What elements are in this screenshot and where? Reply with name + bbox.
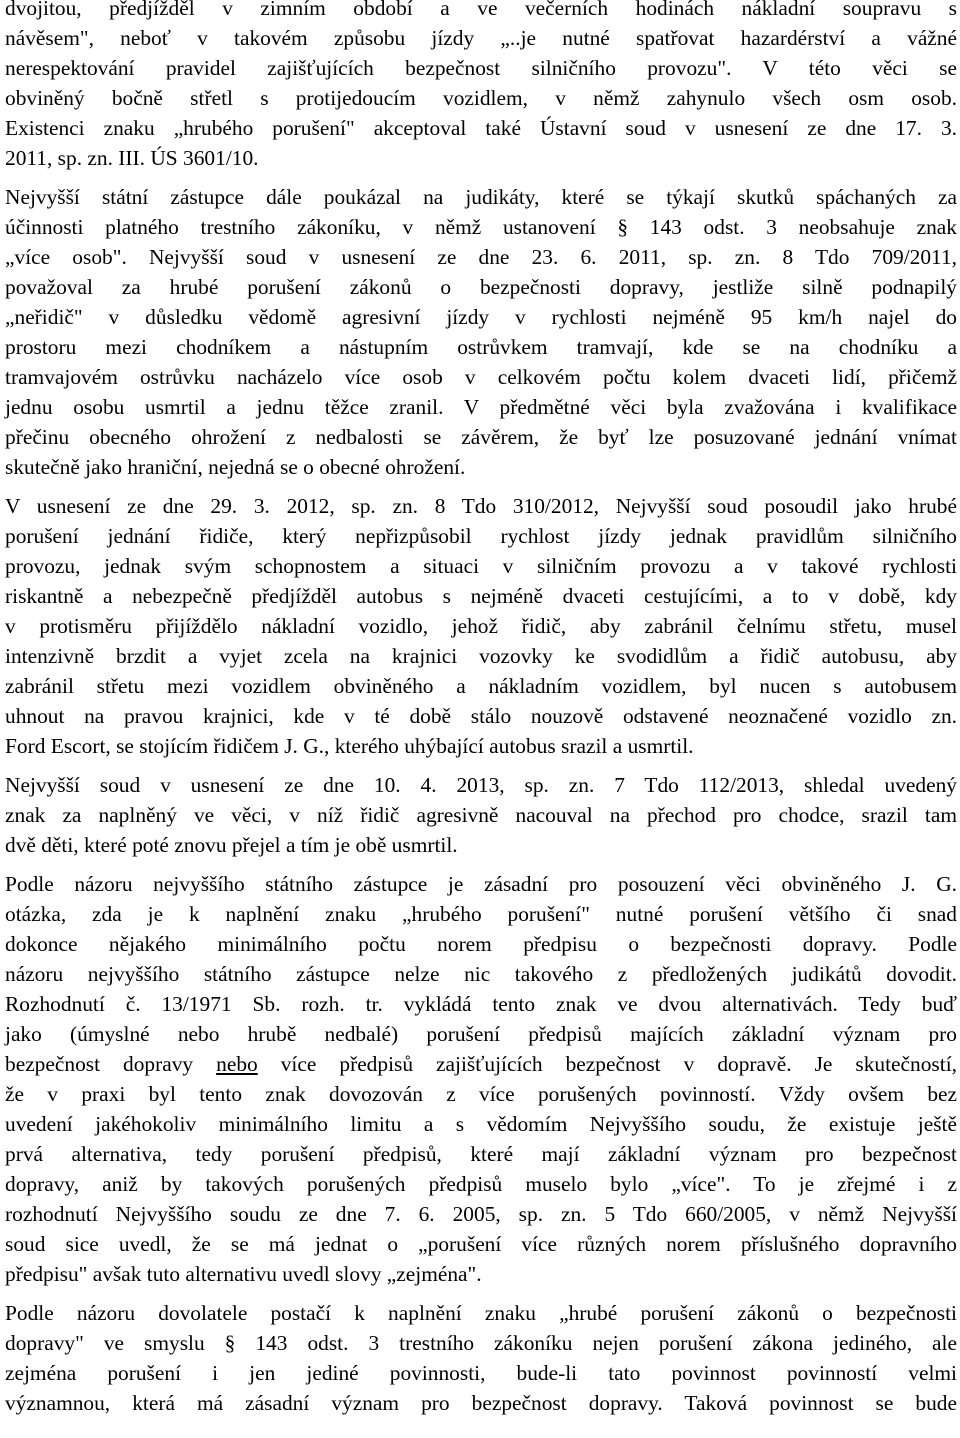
underlined-word: nebo	[216, 1052, 258, 1076]
text-line: Podle názoru dovolatele postačí k naplnění znaku „hrubé porušení zákonů o bezpečnosti	[5, 1301, 957, 1325]
text-line: nerespektování pravidel zajišťujících bezpečnost silničního provozu". V této věci se	[5, 56, 957, 80]
text-line: předpisu" avšak tuto alternativu uvedl slovy „zejména".	[5, 1262, 482, 1286]
text-line: dvojitou, předjížděl v zimním období a ve večerních hodinách nákladní soupravu s	[5, 0, 957, 20]
text-line: soud sice uvedl, že se má jednat o „porušení více různých norem příslušného dopravního	[5, 1232, 957, 1256]
text-line: 2011, sp. zn. III. ÚS 3601/10.	[5, 146, 259, 170]
text-line: prostoru mezi chodníkem a nástupním ostrůvkem tramvají, kde se na chodníku a	[5, 335, 957, 359]
text-line: Existenci znaku „hrubého porušení" akceptoval také Ústavní soud v usnesení ze dne 17. 3.	[5, 116, 957, 140]
text-segment: více předpisů zajišťujících bezpečnost v dopravě. Je skutečností,	[257, 1052, 957, 1076]
text-line: v protisměru přijíždělo nákladní vozidlo, jehož řidič, aby zabránil čelnímu střetu, musel	[5, 614, 957, 638]
text-line: prvá alternativa, tedy porušení předpisů, které mají základní význam pro bezpečnost	[5, 1142, 957, 1166]
text-line: zejména porušení i jen jediné povinnosti, bude-li tato povinnost povinností velmi	[5, 1361, 957, 1385]
text-line: dopravy" ve smyslu § 143 odst. 3 trestního zákoníku nejen porušení zákona jediného, ale	[5, 1331, 957, 1355]
text-line: přečinu obecného ohrožení z nedbalosti se závěrem, že byť lze posuzované jednání vnímat	[5, 425, 957, 449]
text-line: jako (úmyslné nebo hrubě nedbalé) porušení předpisů majících základní význam pro	[5, 1022, 957, 1046]
text-line: „více osob". Nejvyšší soud v usnesení ze dne 23. 6. 2011, sp. zn. 8 Tdo 709/2011,	[5, 245, 957, 269]
text-line: významnou, která má zásadní význam pro bezpečnost dopravy. Taková povinnost se bude	[5, 1391, 957, 1415]
text-line: zabránil střetu mezi vozidlem obviněného a nákladním vozidlem, byl nucen s autobusem	[5, 674, 957, 698]
text-line: provozu, jednak svým schopnostem a situaci v silničním provozu a v takové rychlosti	[5, 554, 957, 578]
text-line: Nejvyšší soud v usnesení ze dne 10. 4. 2013, sp. zn. 7 Tdo 112/2013, shledal uvedený	[5, 773, 957, 797]
text-line: porušení jednání řidiče, který nepřizpůsobil rychlost jízdy jednak pravidlům silničního	[5, 524, 957, 548]
text-line: že v praxi byl tento znak dovozován z více porušených povinností. Vždy ovšem bez	[5, 1082, 957, 1106]
paragraph-5	[5, 869, 957, 1289]
text-line: riskantně a nebezpečně předjížděl autobus s nejméně dvaceti cestujícími, a to v době, kdy	[5, 584, 957, 608]
text-line: návěsem", neboť v takovém způsobu jízdy „..je nutné spatřovat hazardérství a vážné	[5, 26, 957, 50]
text-line: názoru nejvyššího státního zástupce nelze nic takového z předložených judikátů dovodit.	[5, 962, 957, 986]
text-line: tramvajovém ostrůvku nacházelo více osob v celkovém počtu kolem dvaceti lidí, přičemž	[5, 365, 957, 389]
text-line: znak za naplněný ve věci, v níž řidič agresivně nacouval na přechod pro chodce, srazil tam	[5, 803, 957, 827]
text-line: uhnout na pravou krajnici, kde v té době stálo nouzově odstavené neoznačené vozidlo zn.	[5, 704, 957, 728]
text-line: skutečně jako hraniční, nejedná se o obecné ohrožení.	[5, 455, 466, 479]
paragraph-3	[5, 491, 957, 761]
text-line-with-underline	[5, 1049, 957, 1079]
text-line: dopravy, aniž by takových porušených předpisů muselo bylo „více". To je zřejmé i z	[5, 1172, 957, 1196]
text-line: otázka, zda je k naplnění znaku „hrubého porušení" nutné porušení většího či snad	[5, 902, 957, 926]
text-line: obviněný bočně střetl s protijedoucím vozidlem, v němž zahynulo všech osm osob.	[5, 86, 957, 110]
text-line: intenzivně brzdit a vyjet zcela na krajnici vozovky ke svodidlům a řidič autobusu, aby	[5, 644, 957, 668]
paragraph-4	[5, 770, 957, 860]
text-line: dvě děti, které poté znovu přejel a tím je obě usmrtil.	[5, 833, 458, 857]
paragraph-1	[5, 0, 957, 173]
text-line: dokonce nějakého minimálního počtu norem předpisu o bezpečnosti dopravy. Podle	[5, 932, 957, 956]
paragraph-6	[5, 1298, 957, 1418]
text-line: uvedení jakéhokoliv minimálního limitu a s vědomím Nejvyššího soudu, že existuje ještě	[5, 1112, 957, 1136]
text-line: účinnosti platného trestního zákoníku, v němž ustanovení § 143 odst. 3 neobsahuje znak	[5, 215, 957, 239]
text-line: považoval za hrubé porušení zákonů o bezpečnosti dopravy, jestliže silně podnapilý	[5, 275, 957, 299]
paragraph-2	[5, 182, 957, 482]
text-segment: bezpečnost dopravy	[5, 1052, 217, 1076]
text-line: Ford Escort, se stojícím řidičem J. G., kterého uhýbající autobus srazil a usmrtil.	[5, 734, 694, 758]
text-line: V usnesení ze dne 29. 3. 2012, sp. zn. 8 Tdo 310/2012, Nejvyšší soud posoudil jako hrubé	[5, 494, 957, 518]
text-line: Rozhodnutí č. 13/1971 Sb. rozh. tr. vykládá tento znak ve dvou alternativách. Tedy buď	[5, 992, 957, 1016]
document-page	[5, 0, 957, 1427]
text-line: Podle názoru nejvyššího státního zástupce je zásadní pro posouzení věci obviněného J. G.	[5, 872, 957, 896]
text-line: jednu osobu usmrtil a jednu těžce zranil. V předmětné věci byla zvažována i kvalifikace	[5, 395, 957, 419]
text-line: „neřidič" v důsledku vědomě agresivní jízdy v rychlosti nejméně 95 km/h najel do	[5, 305, 957, 329]
text-line: Nejvyšší státní zástupce dále poukázal na judikáty, které se týkají skutků spáchaných za	[5, 185, 957, 209]
text-line: rozhodnutí Nejvyššího soudu ze dne 7. 6. 2005, sp. zn. 5 Tdo 660/2005, v němž Nejvyšší	[5, 1202, 957, 1226]
